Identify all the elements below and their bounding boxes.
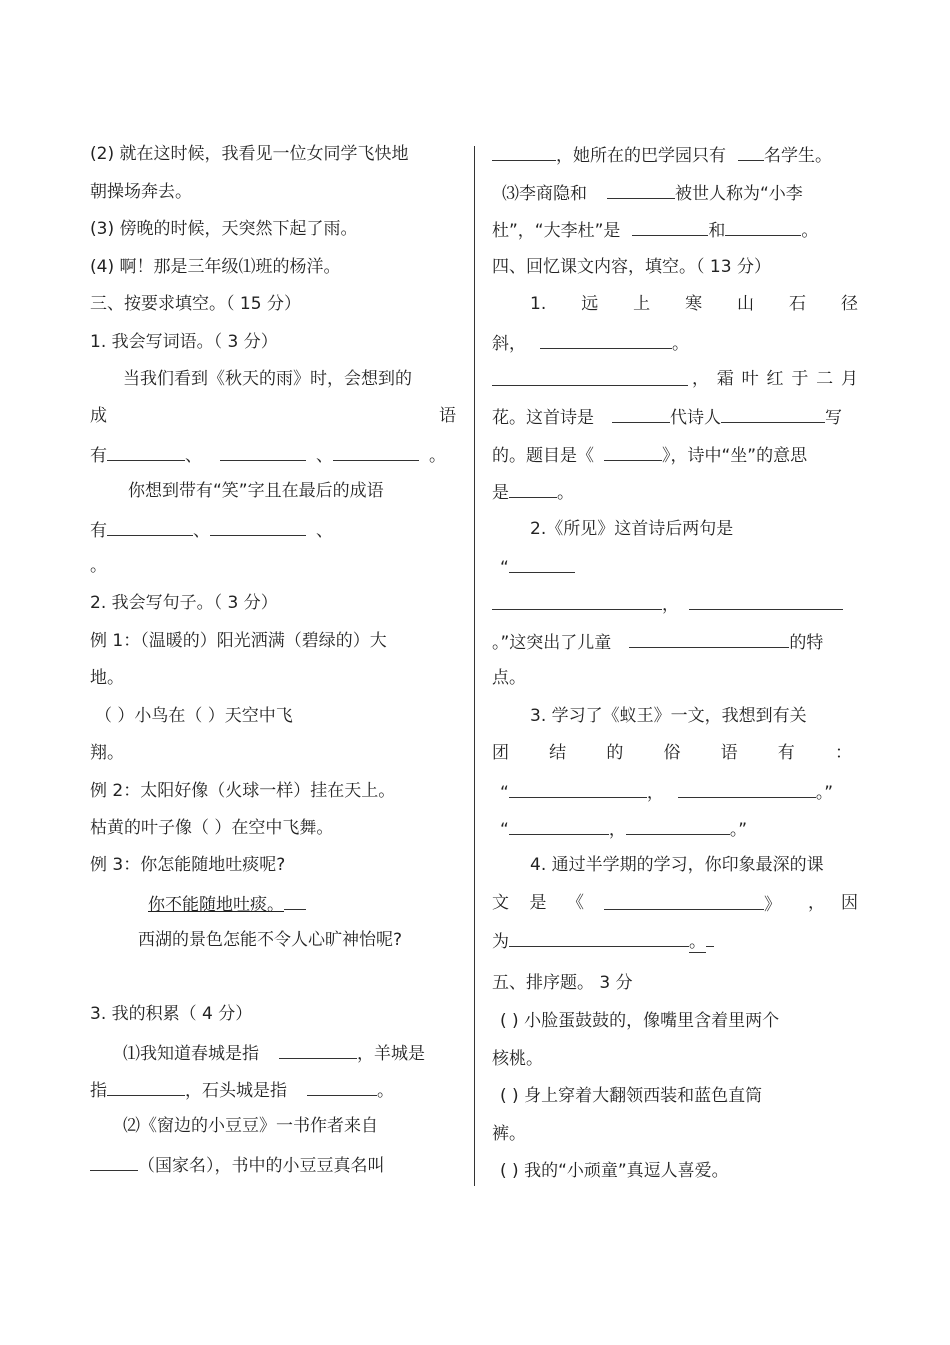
comma: ， <box>808 893 825 913</box>
q3-line-1 <box>123 1041 425 1065</box>
q3-ant-heading: 3. 学习了《蚁王》一文，我想到有关 <box>530 706 807 726</box>
dalidu-blank-2[interactable] <box>725 218 801 236</box>
sep: 、 <box>185 446 202 466</box>
poem-2-heading: 2.《所见》这首诗后两句是 <box>530 519 734 539</box>
poem-char: 径 <box>840 294 858 314</box>
idiom-blank-3[interactable] <box>333 443 419 461</box>
laugh-blank-1[interactable] <box>107 518 193 536</box>
poem-2-line-2 <box>492 592 843 616</box>
q4-lesson-blank-wrap <box>604 892 781 916</box>
r2-pre: ⑶李商隐和 <box>502 184 587 204</box>
sep: 、 <box>316 446 333 466</box>
q1-you: 有 <box>90 446 107 466</box>
ant-justified-line <box>492 742 852 764</box>
q4-reason-line <box>492 929 714 953</box>
dynasty-blank[interactable] <box>612 405 670 423</box>
q1-idiom-blanks <box>90 443 446 467</box>
comma: ， <box>646 783 664 803</box>
example-3-answer <box>148 892 306 916</box>
q4-justified-end <box>808 892 858 914</box>
lesson-blank[interactable] <box>604 892 764 910</box>
order-item-2-cont: 裤。 <box>492 1124 526 1144</box>
left-line-3: (3) 傍晚的时候，天突然下起了雨。 <box>90 219 358 239</box>
example-1-answer[interactable]: （ ）小鸟在（ ）天空中飞 <box>95 706 293 726</box>
poem-2-blank-1[interactable] <box>509 555 575 573</box>
char: 语 <box>720 743 738 763</box>
q4-justified-start <box>492 892 584 914</box>
question-2-heading: 2. 我会写句子。（ 3 分） <box>90 593 278 613</box>
period: 。 <box>377 1081 394 1101</box>
poem-blank-2[interactable] <box>492 368 688 386</box>
example-1-cont: 地。 <box>90 668 124 688</box>
q1-laugh-prompt: 你想到带有“笑”字且在最后的成语 <box>128 481 384 501</box>
poem-char: 月 <box>840 369 858 389</box>
comma: ， <box>662 595 679 615</box>
idiom-blank-1[interactable] <box>107 443 185 461</box>
open-quote: “ <box>500 558 509 578</box>
example-3: 例 3：你怎能随地吐痰呢? <box>90 855 286 875</box>
order-item-1-cont: 核桃。 <box>492 1049 543 1069</box>
q1-laugh-blanks <box>90 518 333 542</box>
laugh-blank-2[interactable] <box>210 518 306 536</box>
q3-chuncheng: ⑴我知道春城是指 <box>123 1044 259 1064</box>
reason-tail <box>706 929 714 947</box>
q1-justified-line <box>90 405 456 427</box>
order-item-2[interactable]: ( ) 身上穿着大翻领西装和蓝色直筒 <box>500 1086 763 1106</box>
p1d-pre: 花。这首诗是 <box>492 408 594 428</box>
poem-char: 山 <box>737 294 755 314</box>
proverb-blank-4[interactable] <box>626 817 730 835</box>
char: 团 <box>492 743 509 763</box>
example-1-answer-cont: 翔。 <box>90 743 124 763</box>
char: 俗 <box>663 743 681 763</box>
child-trait-blank[interactable] <box>629 630 789 648</box>
right-line-1 <box>492 143 832 167</box>
poem-2-line-3 <box>492 630 823 654</box>
poem-char: 1. <box>530 294 547 314</box>
example-1: 例 1：（温暖的）阳光洒满（碧绿的）大 <box>90 631 387 651</box>
r1-end: 名学生。 <box>764 146 832 166</box>
poem-2-line-4: 点。 <box>492 668 526 688</box>
sep: 、 <box>316 521 333 541</box>
close-bracket: 》 <box>764 895 781 915</box>
xiaolidu-blank[interactable] <box>607 181 675 199</box>
poet-blank[interactable] <box>721 405 825 423</box>
country-blank[interactable] <box>90 1153 138 1171</box>
p1e-pre: 的。题目是《 <box>492 446 594 466</box>
question-1-heading: 1. 我会写词语。（ 3 分） <box>90 332 278 352</box>
poem-2-blank-2[interactable] <box>492 592 662 610</box>
q1-prompt: 当我们看到《秋天的雨》时，会想到的 <box>123 369 412 389</box>
title-blank[interactable] <box>604 443 662 461</box>
poem-line-4 <box>492 405 842 429</box>
poem-line-1 <box>530 293 858 315</box>
char: 的 <box>606 743 624 763</box>
q3-line-3: ⑵《窗边的小豆豆》一书作者来自 <box>123 1116 378 1136</box>
q1-char-cheng: 成 <box>90 406 107 426</box>
poem-char: 寒 <box>685 294 703 314</box>
proverb-line-1 <box>500 780 833 804</box>
right-line-2 <box>502 181 803 205</box>
dalidu-blank-1[interactable] <box>632 218 708 236</box>
p2d-end: 的特 <box>789 633 824 653</box>
p2d-pre: 。”这突出了儿童 <box>492 633 612 653</box>
period: 。 <box>429 446 446 466</box>
proverb-line-2 <box>500 817 747 841</box>
yangcheng-blank[interactable] <box>107 1078 185 1096</box>
period: 。 <box>557 483 574 503</box>
poem-char: 二 <box>816 369 834 389</box>
chuncheng-blank[interactable] <box>279 1041 357 1059</box>
p1f-pre: 是 <box>492 483 509 503</box>
left-line-2: 朝操场奔去。 <box>90 182 192 202</box>
poem-line-3-chars <box>692 368 858 390</box>
comma: ， <box>608 820 626 840</box>
q3-yangcheng: ，羊城是 <box>357 1044 425 1064</box>
column-divider <box>474 146 475 1186</box>
q3-line-4 <box>90 1153 385 1177</box>
section-4-heading: 四、回忆课文内容，填空。（ 13 分） <box>492 257 771 277</box>
period: 。 <box>801 221 819 241</box>
q1-you-2: 有 <box>90 521 107 541</box>
example-3-answer-text: 你不能随地吐痰。 <box>148 895 284 915</box>
sep: 、 <box>193 521 210 541</box>
period: 。 <box>689 932 706 952</box>
poem-blank-1[interactable] <box>540 331 672 349</box>
poem-char: 石 <box>789 294 806 314</box>
char: 是 <box>529 893 547 913</box>
poem-line-3 <box>492 368 688 392</box>
poem-line-6 <box>492 480 574 504</box>
idiom-blank-2[interactable] <box>220 443 306 461</box>
open-quote: “ <box>500 820 509 840</box>
q3-shitoucheng: ，石头城是指 <box>185 1081 287 1101</box>
q1-char-yu: 语 <box>439 406 456 426</box>
order-item-1[interactable]: ( ) 小脸蛋鼓鼓的，像嘴里含着里两个 <box>500 1011 780 1031</box>
open-quote: “ <box>500 783 509 803</box>
poem-char: 上 <box>633 294 651 314</box>
char: 文 <box>492 893 509 913</box>
left-line-1: (2) 就在这时候，我看见一位女同学飞快地 <box>90 144 409 164</box>
p1e-end: 》，诗中“坐”的意思 <box>662 446 808 466</box>
section-5-heading: 五、排序题。 3 分 <box>492 973 633 993</box>
period: 。 <box>672 334 689 354</box>
wei: 为 <box>492 932 509 952</box>
q1-end-period: 。 <box>90 556 107 576</box>
proverb-blank-2[interactable] <box>678 780 816 798</box>
p1b-pre: 斜， <box>492 334 526 354</box>
poem-char: 远 <box>581 294 599 314</box>
q4-heading: 4. 通过半学期的学习，你印象最深的课 <box>530 855 824 875</box>
poem-line-5 <box>492 443 807 467</box>
real-name-blank[interactable] <box>492 143 556 161</box>
r3-pre: 杜”，“大李杜”是 <box>492 221 621 241</box>
poem-char: ， <box>692 369 709 389</box>
q3-line-2 <box>90 1078 394 1102</box>
reason-blank[interactable] <box>509 929 689 947</box>
char: 结 <box>549 743 567 763</box>
right-line-3 <box>492 218 818 242</box>
section-3-heading: 三、按要求填空。（ 15 分） <box>90 294 301 314</box>
close-quote: 。” <box>729 820 748 840</box>
left-line-4: (4) 啊！那是三年级⑴班的杨洋。 <box>90 257 341 277</box>
close-quote: 。” <box>815 783 834 803</box>
example-2: 例 2：太阳好像（火球一样）挂在天上。 <box>90 781 396 801</box>
example-2-answer[interactable]: 枯黄的叶子像（ ）在空中飞舞。 <box>90 818 334 838</box>
char: 有 <box>777 743 795 763</box>
poem-char: 霜 <box>716 369 734 389</box>
q3-zhi: 指 <box>90 1081 107 1101</box>
order-item-3[interactable]: ( ) 我的“小顽童”真逗人喜爱。 <box>500 1161 729 1181</box>
r1-text: ，她所在的巴学园只有 <box>556 146 726 166</box>
student-count-blank[interactable] <box>738 143 764 161</box>
poem-2-blank-3[interactable] <box>689 592 843 610</box>
poem-2-line-1 <box>500 555 575 579</box>
example-3-question: 西湖的景色怎能不令人心旷神怡呢? <box>138 930 403 950</box>
question-3-heading: 3. 我的积累（ 4 分） <box>90 1004 253 1024</box>
proverb-blank-1[interactable] <box>509 780 647 798</box>
char: ： <box>834 743 852 763</box>
char: 《 <box>567 893 584 913</box>
poem-char: 叶 <box>741 369 759 389</box>
r3-he: 和 <box>708 221 726 241</box>
q3-country-text: （国家名），书中的小豆豆真名叫 <box>138 1156 385 1176</box>
poem-line-2 <box>492 331 689 355</box>
p1d-mid: 代诗人 <box>670 408 721 428</box>
zuo-meaning-blank[interactable] <box>509 480 557 498</box>
proverb-blank-3[interactable] <box>509 817 609 835</box>
poem-char: 红 <box>766 369 784 389</box>
char: 因 <box>841 893 858 913</box>
poem-char: 于 <box>791 369 809 389</box>
r2-end: 被世人称为“小李 <box>675 184 803 204</box>
shitoucheng-blank[interactable] <box>307 1078 377 1096</box>
p1d-end: 写 <box>825 408 842 428</box>
ex3-underline-tail <box>284 892 306 910</box>
